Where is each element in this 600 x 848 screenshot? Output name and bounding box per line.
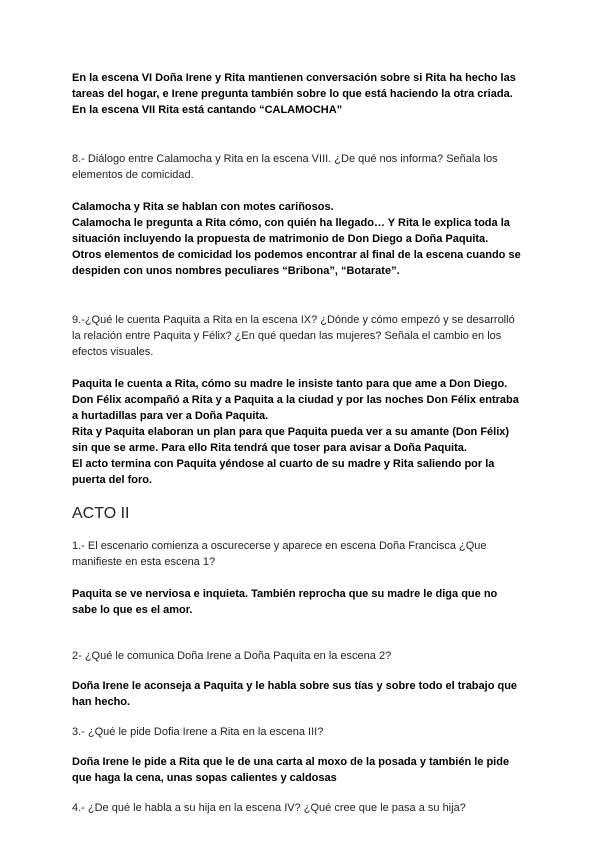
text-line: tareas del hogar, e Irene pregunta también sobre lo que está haciendo la otra criada. bbox=[72, 88, 513, 100]
text-line: 9.-¿Qué le cuenta Paquita a Rita en la escena IX? ¿Dónde y cómo empezó y se desarrolló bbox=[72, 314, 515, 326]
text-line: manifieste en esta escena 1? bbox=[72, 556, 216, 568]
text-line: puerta del foro. bbox=[72, 474, 153, 486]
text-line: a hurtadillas para ver a Doña Paquita. bbox=[72, 410, 269, 422]
text-line: han hecho. bbox=[72, 696, 131, 708]
text-line: efectos visuales. bbox=[72, 346, 154, 358]
question-9 bbox=[72, 312, 532, 360]
text-line: Rita y Paquita elaboran un plan para que Paquita pueda ver a su amante (Don Félix) bbox=[72, 426, 510, 438]
heading-text: ACTO II bbox=[72, 505, 130, 522]
text-line: Calamocha y Rita se hablan con motes cariñosos. bbox=[72, 201, 334, 213]
text-line: Calamocha le pregunta a Rita cómo, con quién ha llegado… Y Rita le explica toda la bbox=[72, 217, 510, 229]
text-line: Otros elementos de comicidad los podemos encontrar al final de la escena cuando se bbox=[72, 249, 521, 261]
answer-acto2-2 bbox=[72, 678, 532, 710]
answer-acto2-1 bbox=[72, 586, 532, 618]
text-line: sabe lo que es el amor. bbox=[72, 604, 193, 616]
text-line: Doña Irene le aconseja a Paquita y le habla sobre sus tías y sobre todo el trabajo que bbox=[72, 680, 518, 692]
document-page bbox=[72, 70, 532, 816]
section-heading-acto-2 bbox=[72, 504, 532, 524]
text-line: que haga la cena, unas sopas calientes y caldosas bbox=[72, 772, 337, 784]
text-line: 2- ¿Qué le comunica Doña Irene a Doña Paquita en la escena 2? bbox=[72, 650, 392, 662]
text-line: sin que se arme. Para ello Rita tendrá que toser para avisar a Doña Paquita. bbox=[72, 442, 467, 454]
text-line: Don Félix acompañó a Rita y a Paquita a la ciudad y por las noches Don Félix entraba bbox=[72, 394, 519, 406]
text-line: 8.- Diálogo entre Calamocha y Rita en la escena VIII. ¿De qué nos informa? Señala los bbox=[72, 153, 498, 165]
answer-8 bbox=[72, 199, 532, 279]
text-line: elementos de comicidad. bbox=[72, 169, 194, 181]
text-line: El acto termina con Paquita yéndose al cuarto de su madre y Rita saliendo por la bbox=[72, 458, 495, 470]
text-line: 3.- ¿Qué le pide Dofia Irene a Rita en la escena III? bbox=[72, 726, 324, 738]
question-8 bbox=[72, 151, 532, 183]
question-acto2-3 bbox=[72, 724, 532, 740]
answer-block-scenes-6-7 bbox=[72, 70, 532, 118]
question-acto2-4 bbox=[72, 800, 532, 816]
text-line: En la escena VII Rita está cantando “CALAMOCHA” bbox=[72, 104, 343, 116]
question-acto2-1 bbox=[72, 538, 532, 570]
text-line: 4.- ¿De qué le habla a su hija en la escena IV? ¿Qué cree que le pasa a su hija? bbox=[72, 802, 466, 814]
answer-9 bbox=[72, 376, 532, 488]
text-line: 1.- El escenario comienza a oscurecerse y aparece en escena Doña Francisca ¿Que bbox=[72, 540, 487, 552]
text-line: Paquita se ve nerviosa e inquieta. También reprocha que su madre le diga que no bbox=[72, 588, 498, 600]
answer-acto2-3 bbox=[72, 754, 532, 786]
text-line: En la escena VI Doña Irene y Rita mantienen conversación sobre si Rita ha hecho las bbox=[72, 72, 516, 84]
text-line: la relación entre Paquita y Félix? ¿En qué quedan las mujeres? Señala el cambio en los bbox=[72, 330, 502, 342]
text-line: Paquita le cuenta a Rita, cómo su madre le insiste tanto para que ame a Don Diego. bbox=[72, 378, 508, 390]
text-line: Doña Irene le pide a Rita que le de una carta al moxo de la posada y también le pide bbox=[72, 756, 510, 768]
text-line: situación incluyendo la propuesta de matrimonio de Don Diego a Doña Paquita. bbox=[72, 233, 489, 245]
question-acto2-2 bbox=[72, 648, 532, 664]
text-line: despiden con unos nombres peculiares “Bribona”, “Botarate”. bbox=[72, 265, 400, 277]
